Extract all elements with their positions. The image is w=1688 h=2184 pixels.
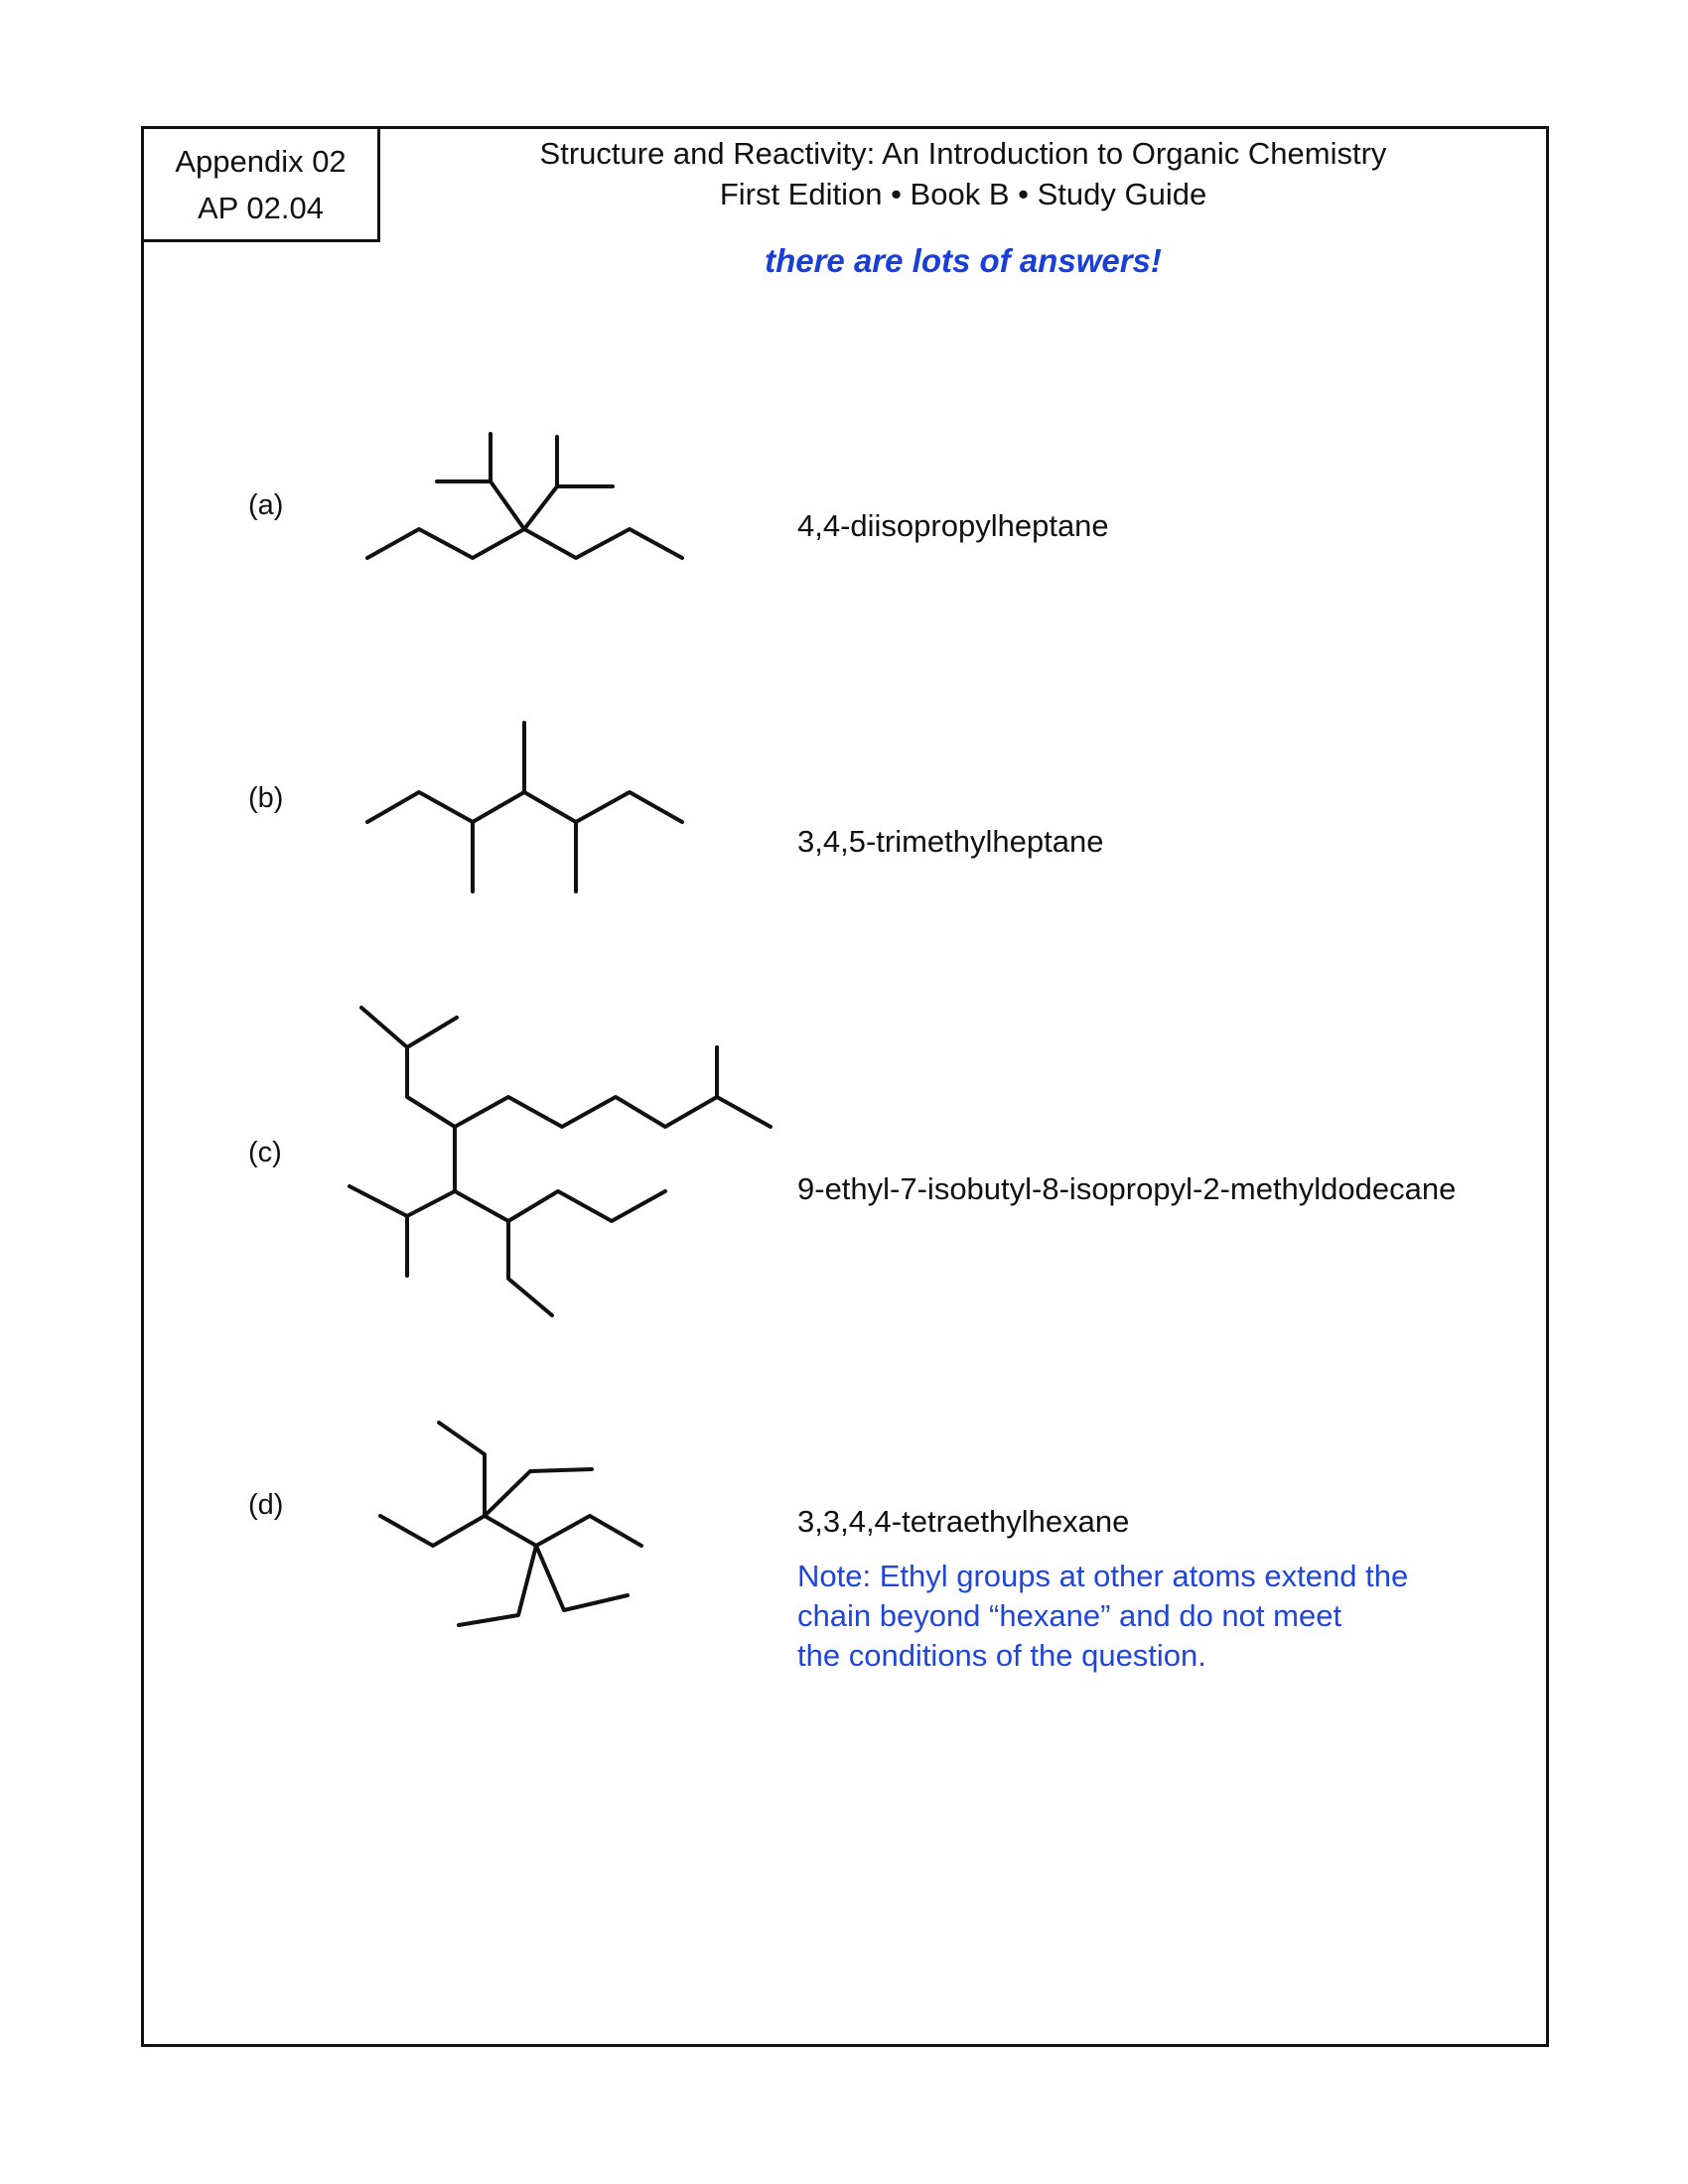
appendix-code: AP 02.04 — [198, 190, 324, 225]
bond-chain-a — [367, 529, 682, 558]
compound-name-d: 3,3,4,4-tetraethylhexane — [797, 1504, 1130, 1539]
bond-ethyl-d2 — [485, 1469, 592, 1516]
structure-c — [350, 1008, 771, 1315]
bond-isobutyl-c — [407, 1018, 457, 1127]
compound-name-c: 9-ethyl-7-isobutyl-8-isopropyl-2-methyldodecane — [797, 1171, 1457, 1206]
bond-ethyl-d4 — [536, 1546, 628, 1610]
book-title: Structure and Reactivity: An Introduction to Organic Chemistry — [539, 136, 1387, 171]
note-line-2: chain beyond “hexane” and do not meet — [797, 1598, 1342, 1633]
structure-d — [380, 1423, 641, 1625]
bond-isopropyl-c — [350, 1186, 455, 1216]
bond-chain-c-upper — [455, 1097, 771, 1127]
item-label-b: (b) — [248, 782, 284, 814]
bond-chain-b — [367, 792, 682, 822]
item-label-a: (a) — [248, 489, 284, 521]
bond-ethyl-d3 — [459, 1546, 536, 1625]
book-edition: First Edition • Book B • Study Guide — [719, 177, 1207, 211]
bond-chain-c-lower — [455, 1191, 665, 1221]
bond-isopropyl-a1 — [491, 434, 524, 529]
compound-name-a: 4,4-diisopropylheptane — [797, 508, 1109, 543]
structure-b — [367, 723, 682, 891]
bond-ethyl-c — [508, 1221, 552, 1315]
bond-ethyl-d1 — [439, 1423, 485, 1516]
appendix-label: Appendix 02 — [175, 143, 347, 179]
note-line-1: Note: Ethyl groups at other atoms extend the — [797, 1559, 1409, 1593]
bond-isobutyl-c-methyl — [361, 1008, 407, 1047]
item-label-c: (c) — [248, 1137, 282, 1168]
bond-isopropyl-a2 — [524, 437, 557, 529]
emphasis-note: there are lots of answers! — [765, 242, 1162, 279]
compound-name-b: 3,4,5-trimethylheptane — [797, 824, 1104, 859]
note-line-3: the conditions of the question. — [797, 1638, 1206, 1673]
structure-a — [367, 434, 682, 558]
item-label-d: (d) — [248, 1489, 284, 1521]
bond-chain-d — [380, 1516, 641, 1546]
